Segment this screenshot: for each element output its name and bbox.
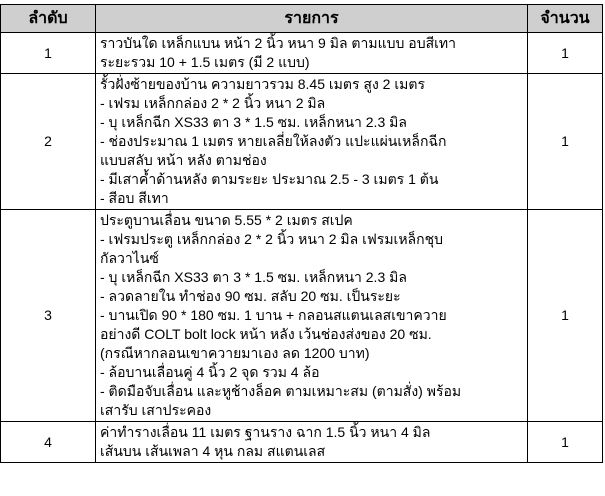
header-row (1, 5, 605, 33)
row-description (96, 210, 528, 422)
description-line: รั้วฝั่งซ้ายของบ้าน ความยาวรวม 8.45 เมตร สูง 2 เมตร (100, 76, 425, 92)
header-list: รายการ (96, 5, 528, 33)
description-line: ระยะรวม 10 + 1.5 เมตร (มี 2 แบบ) (100, 54, 310, 70)
row-quantity: 1 (528, 33, 603, 74)
description-line: - มีเสาค้ำด้านหลัง ตามระยะ ประมาณ 2.5 - 3 เมตร 1 ต้น (100, 171, 439, 187)
row-description (96, 422, 528, 463)
header-qty: จำนวน (528, 5, 603, 33)
table-row (1, 210, 605, 422)
row-description (96, 33, 528, 74)
table-row (1, 422, 605, 463)
row-quantity: 1 (528, 422, 603, 463)
description-line: - บุ เหล็กฉีก XS33 ตา 3 * 1.5 ซม. เหล็กหนา 2.3 มิล (100, 269, 407, 285)
quotation-table (0, 4, 605, 463)
row-description (96, 74, 528, 210)
description-line: (กรณีหากลอนเขาควายมาเอง ลด 1200 บาท) (100, 345, 370, 361)
description-line: แบบสลับ หน้า หลัง ตามช่อง (100, 152, 267, 168)
description-line: ค่าทำรางเลื่อน 11 เมตร ฐานราง ฉาก 1.5 นิ้ว หนา 4 มิล (100, 424, 431, 440)
description-line: เสารับ เสาประคอง (100, 402, 212, 418)
description-line: - ลวดลายใน ทำช่อง 90 ซม. สลับ 20 ซม. เป็นระยะ (100, 288, 401, 304)
header-no: ลำดับ (1, 5, 96, 33)
description-line: - สีอบ สีเทา (100, 190, 169, 206)
row-quantity: 1 (528, 210, 603, 422)
row-number: 2 (1, 74, 96, 210)
description-line: อย่างดี COLT bolt lock หน้า หลัง เว้นช่องส่งของ 20 ซม. (100, 326, 432, 342)
description-line: - ล้อบานเลื่อนคู่ 4 นิ้ว 2 จุด รวม 4 ล้อ (100, 364, 320, 380)
description-line: ประตูบานเลื่อน ขนาด 5.55 * 2 เมตร สเปค (100, 212, 353, 228)
description-line: - บุ เหล็กฉีก XS33 ตา 3 * 1.5 ซม. เหล็กหนา 2.3 มิล (100, 114, 407, 130)
description-line: - เฟรมประตู เหล็กกล่อง 2 * 2 นิ้ว หนา 2 มิล เฟรมเหล็กชุบ (100, 231, 443, 247)
description-line: - บานเปิด 90 * 180 ซม. 1 บาน + กลอนสแตนเลสเขาควาย (100, 307, 447, 323)
description-line: ราวบันใด เหล็กแบน หน้า 2 นิ้ว หนา 9 มิล ตามแบบ อบสีเทา (100, 35, 457, 51)
row-number: 4 (1, 422, 96, 463)
row-quantity: 1 (528, 74, 603, 210)
table-row (1, 33, 605, 74)
description-line: - ช่องประมาณ 1 เมตร หายเลลี่ยให้ลงตัว แปะแผ่นเหล็กฉีก (100, 133, 447, 149)
quotation-sheet (0, 4, 605, 496)
description-line: - ติดมือจับเลื่อน และหูช้างล็อค ตามเหมาะสม (ตามสั่ง) พร้อม (100, 383, 462, 399)
row-number: 3 (1, 210, 96, 422)
description-line: - เฟรม เหล็กกล่อง 2 * 2 นิ้ว หนา 2 มิล (100, 95, 326, 111)
row-number: 1 (1, 33, 96, 74)
description-line: กัลวาไนซ์ (100, 250, 159, 266)
table-row (1, 74, 605, 210)
description-line: เส้นบน เส้นเพลา 4 หุน กลม สแตนเลส (100, 443, 326, 459)
